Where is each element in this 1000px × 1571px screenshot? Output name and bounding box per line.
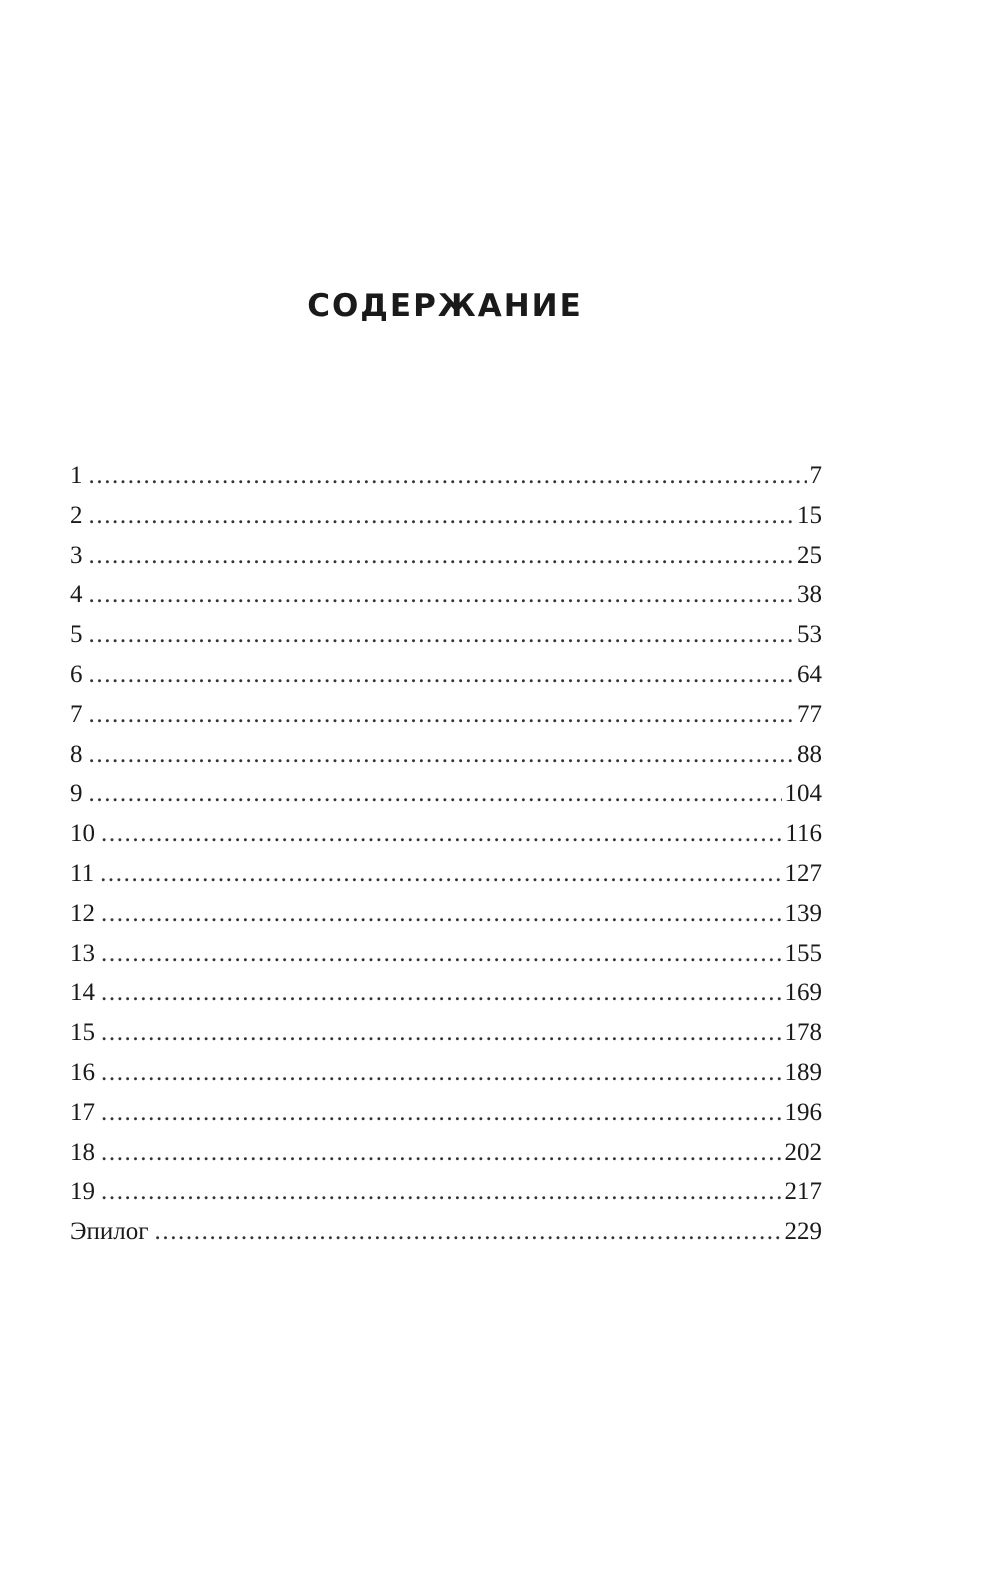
toc-entry-label: 3 bbox=[70, 541, 83, 569]
toc-dot-leader bbox=[89, 695, 795, 735]
toc-entry-label: 16 bbox=[70, 1058, 95, 1086]
toc-entry[interactable] bbox=[70, 774, 822, 814]
toc-dot-leader bbox=[89, 536, 795, 576]
toc-entry[interactable] bbox=[70, 1212, 822, 1252]
toc-entry-label: Эпилог bbox=[70, 1218, 149, 1246]
toc-entry-label: 8 bbox=[70, 740, 83, 768]
toc-entry-label: 7 bbox=[70, 700, 83, 728]
toc-dot-leader bbox=[155, 1212, 782, 1252]
toc-entry-page-number: 139 bbox=[784, 899, 822, 927]
toc-entry[interactable] bbox=[70, 934, 822, 974]
toc-entry[interactable] bbox=[70, 655, 822, 695]
toc-entry[interactable] bbox=[70, 735, 822, 775]
toc-entry[interactable] bbox=[70, 1133, 822, 1173]
toc-dot-leader bbox=[89, 456, 807, 496]
toc-entry-label: 1 bbox=[70, 462, 83, 489]
toc-entry-page-number: 127 bbox=[784, 859, 822, 887]
toc-entry[interactable] bbox=[70, 695, 822, 735]
toc-entry-label: 9 bbox=[70, 780, 83, 808]
toc-entry[interactable] bbox=[70, 575, 822, 615]
toc-dot-leader bbox=[89, 575, 795, 615]
toc-entry-label: 10 bbox=[70, 820, 95, 848]
toc-entry[interactable] bbox=[70, 1013, 822, 1053]
toc-entry-label: 11 bbox=[70, 859, 95, 887]
toc-entry-page-number: 7 bbox=[809, 462, 822, 489]
toc-dot-leader bbox=[101, 894, 782, 934]
toc-entry[interactable] bbox=[70, 496, 822, 536]
toc-entry-page-number: 77 bbox=[797, 700, 822, 728]
toc-entry[interactable] bbox=[70, 1053, 822, 1093]
toc-entry-label: 19 bbox=[70, 1178, 95, 1206]
toc-dot-leader bbox=[101, 1093, 782, 1133]
toc-entry[interactable] bbox=[70, 814, 822, 854]
toc-dot-leader bbox=[89, 615, 795, 655]
toc-entry-page-number: 104 bbox=[784, 780, 822, 808]
toc-entry-label: 14 bbox=[70, 979, 95, 1007]
toc-entry-page-number: 116 bbox=[785, 820, 822, 848]
toc-dot-leader bbox=[101, 814, 782, 854]
toc-entry-page-number: 25 bbox=[797, 541, 822, 569]
toc-entry[interactable] bbox=[70, 894, 822, 934]
toc-dot-leader bbox=[101, 1053, 782, 1093]
toc-entry-page-number: 64 bbox=[797, 660, 822, 688]
toc-dot-leader bbox=[89, 774, 782, 814]
toc-dot-leader bbox=[101, 973, 782, 1013]
toc-dot-leader bbox=[89, 496, 795, 536]
toc-entry-page-number: 217 bbox=[784, 1178, 822, 1206]
toc-entry-label: 6 bbox=[70, 660, 83, 688]
toc-entry-label: 17 bbox=[70, 1098, 95, 1126]
toc-entry[interactable] bbox=[70, 973, 822, 1013]
toc-entry[interactable] bbox=[70, 536, 822, 576]
toc-entry-label: 18 bbox=[70, 1138, 95, 1166]
toc-entry-page-number: 38 bbox=[797, 581, 822, 609]
toc-title: СОДЕРЖАНИЕ bbox=[307, 288, 583, 324]
toc-entry-page-number: 155 bbox=[784, 939, 822, 967]
toc-entry-label: 2 bbox=[70, 501, 83, 529]
toc-entry-label: 5 bbox=[70, 621, 83, 649]
toc-dot-leader bbox=[101, 1172, 782, 1212]
toc-dot-leader bbox=[101, 934, 782, 974]
toc-entry-page-number: 196 bbox=[784, 1098, 822, 1126]
toc-entry-page-number: 189 bbox=[784, 1058, 822, 1086]
toc-entry-page-number: 15 bbox=[797, 501, 822, 529]
toc-entry[interactable] bbox=[70, 456, 822, 496]
toc-dot-leader bbox=[100, 854, 781, 894]
toc-list bbox=[70, 456, 822, 1252]
toc-entry-page-number: 202 bbox=[784, 1138, 822, 1166]
toc-entry[interactable] bbox=[70, 615, 822, 655]
toc-dot-leader bbox=[101, 1133, 782, 1173]
toc-entry[interactable] bbox=[70, 1093, 822, 1133]
toc-entry-page-number: 178 bbox=[784, 1019, 822, 1047]
toc-dot-leader bbox=[89, 655, 795, 695]
toc-dot-leader bbox=[101, 1013, 782, 1053]
toc-entry-label: 12 bbox=[70, 899, 95, 927]
toc-entry-page-number: 229 bbox=[784, 1218, 822, 1246]
toc-entry[interactable] bbox=[70, 854, 822, 894]
toc-entry-page-number: 53 bbox=[797, 621, 822, 649]
toc-entry[interactable] bbox=[70, 1172, 822, 1212]
toc-entry-page-number: 169 bbox=[784, 979, 822, 1007]
toc-dot-leader bbox=[89, 735, 795, 775]
toc-entry-label: 15 bbox=[70, 1019, 95, 1047]
toc-entry-label: 4 bbox=[70, 581, 83, 609]
toc-entry-label: 13 bbox=[70, 939, 95, 967]
toc-entry-page-number: 88 bbox=[797, 740, 822, 768]
